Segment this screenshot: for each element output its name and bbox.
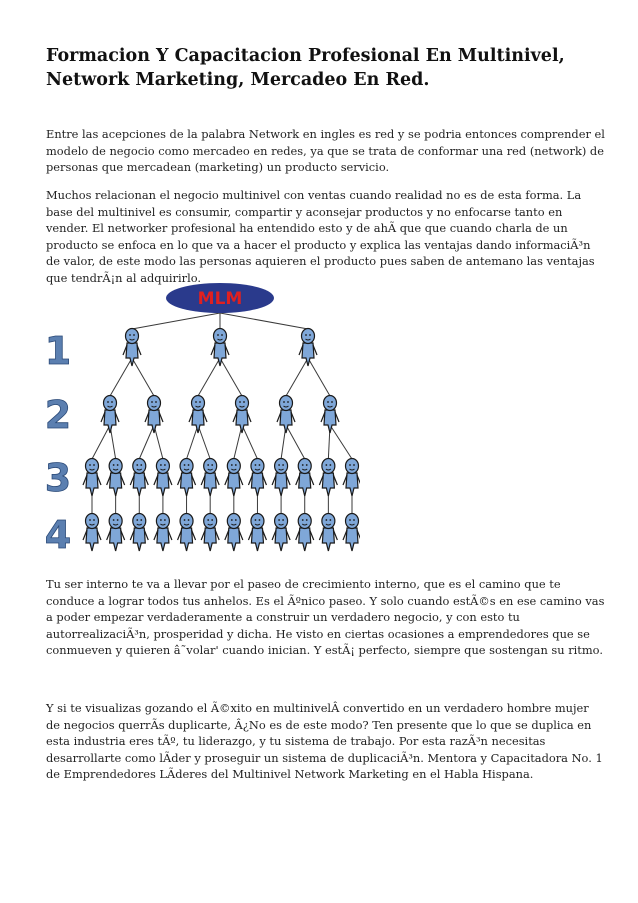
connector-line bbox=[242, 425, 257, 459]
connector-line bbox=[198, 358, 220, 396]
mlm-diagram-figure bbox=[40, 276, 360, 566]
person-figure bbox=[272, 514, 290, 552]
person-figure bbox=[178, 459, 196, 497]
person-figure bbox=[321, 396, 339, 434]
connector-line bbox=[330, 425, 352, 459]
mlm-network-diagram bbox=[40, 276, 360, 566]
mlm-logo-text: MLM bbox=[197, 289, 243, 309]
person-figure bbox=[154, 514, 172, 552]
person-figure bbox=[201, 514, 219, 552]
person-figure bbox=[233, 396, 251, 434]
person-figure bbox=[211, 329, 229, 367]
connector-line bbox=[132, 358, 154, 396]
person-figure bbox=[83, 459, 101, 497]
person-figure bbox=[145, 396, 163, 434]
connector-line bbox=[139, 425, 154, 459]
connector-line bbox=[132, 313, 220, 329]
person-figure bbox=[123, 329, 141, 367]
person-figure bbox=[189, 396, 207, 434]
connector-line bbox=[92, 425, 110, 459]
person-figure bbox=[107, 459, 125, 497]
page-title: Formacion Y Capacitacion Profesional En Multinivel, Network Marketing, Mercadeo En Red. bbox=[46, 46, 565, 90]
person-figure bbox=[248, 514, 266, 552]
person-figure bbox=[225, 514, 243, 552]
connector-line bbox=[220, 358, 242, 396]
connector-line bbox=[308, 358, 330, 396]
person-figure bbox=[299, 329, 317, 367]
person-figure bbox=[130, 514, 148, 552]
person-figure bbox=[296, 514, 314, 552]
paragraph-3: Tu ser interno te va a llevar por el paseo de crecimiento interno, que es el camino que te conduce a lograr todos tus anhelos. Es el Ãºnico paseo. Y solo cuando estÃ©s en ese camino vas a poder empezar verdaderamente a construir un verdadero negocio, y con esto tu autorrealizaciÃ³n, prosperidad y dicha. He visto en ciertas ocasiones a emprendedores que se conmueven y quieren â˜volar' cuando inician. Y estÃ¡ perfecto, siempre que sostengan su ritmo. bbox=[46, 577, 605, 657]
connector-line bbox=[187, 425, 198, 459]
connector-line bbox=[198, 425, 210, 459]
person-figure bbox=[319, 459, 337, 497]
paragraph-1: Entre las acepciones de la palabra Network en ingles es red y se podria entonces comprender el modelo de negocio como mercadeo en redes, ya que se trata de conformar una red (network) de personas que mercadean (marketing) un producto servicio. bbox=[46, 127, 605, 174]
person-figure bbox=[201, 459, 219, 497]
connector-line bbox=[286, 358, 308, 396]
person-figure bbox=[343, 459, 360, 497]
paragraph-4: Y si te visualizas gozando el Ã©xito en multinivelÂ convertido en un verdadero hombre mujer de negocios querrÃs duplicarte, Â¿No es de este modo? Ten presente que lo que se duplica en esta industria eres tÃº, tu liderazgo, y tu sistema de trabajo. Por esta razÃ³n necesitas desarrollarte como lÃder y proseguir un sistema de duplicaciÃ³n. Mentora y Capacitadora No. 1 de Emprendedores LÃderes del Multinivel Network Marketing en el Habla Hispana. bbox=[46, 701, 603, 781]
connector-line bbox=[110, 358, 132, 396]
person-figure bbox=[343, 514, 360, 552]
person-figure bbox=[154, 459, 172, 497]
person-figure bbox=[272, 459, 290, 497]
person-figure bbox=[107, 514, 125, 552]
connector-line bbox=[220, 313, 308, 329]
level-number-3: 3 bbox=[44, 456, 72, 500]
connector-line bbox=[286, 425, 305, 459]
person-figure bbox=[83, 514, 101, 552]
level-number-2: 2 bbox=[44, 393, 72, 437]
person-figure bbox=[225, 459, 243, 497]
person-figure bbox=[319, 514, 337, 552]
level-number-4: 4 bbox=[44, 513, 72, 557]
level-number-1: 1 bbox=[44, 329, 72, 373]
paragraph-2: Muchos relacionan el negocio multinivel con ventas cuando realidad no es de esta forma. La base del multinivel es consumir, compartir y aconsejar productos y no enfocarse tanto en vender. El networker profesional ha entendido esto y de ahÃ que que cuando charla de un producto se enfoca en lo que va a hacer el producto y explica las ventajas dando informaciÃ³n de valor, de este modo las personas aquieren el producto pues saben de antemano las ventajas que tendrÃ¡n al adquirirlo. bbox=[46, 188, 595, 285]
person-figure bbox=[277, 396, 295, 434]
person-figure bbox=[248, 459, 266, 497]
person-figure bbox=[296, 459, 314, 497]
person-figure bbox=[130, 459, 148, 497]
person-figure bbox=[178, 514, 196, 552]
person-figure bbox=[101, 396, 119, 434]
